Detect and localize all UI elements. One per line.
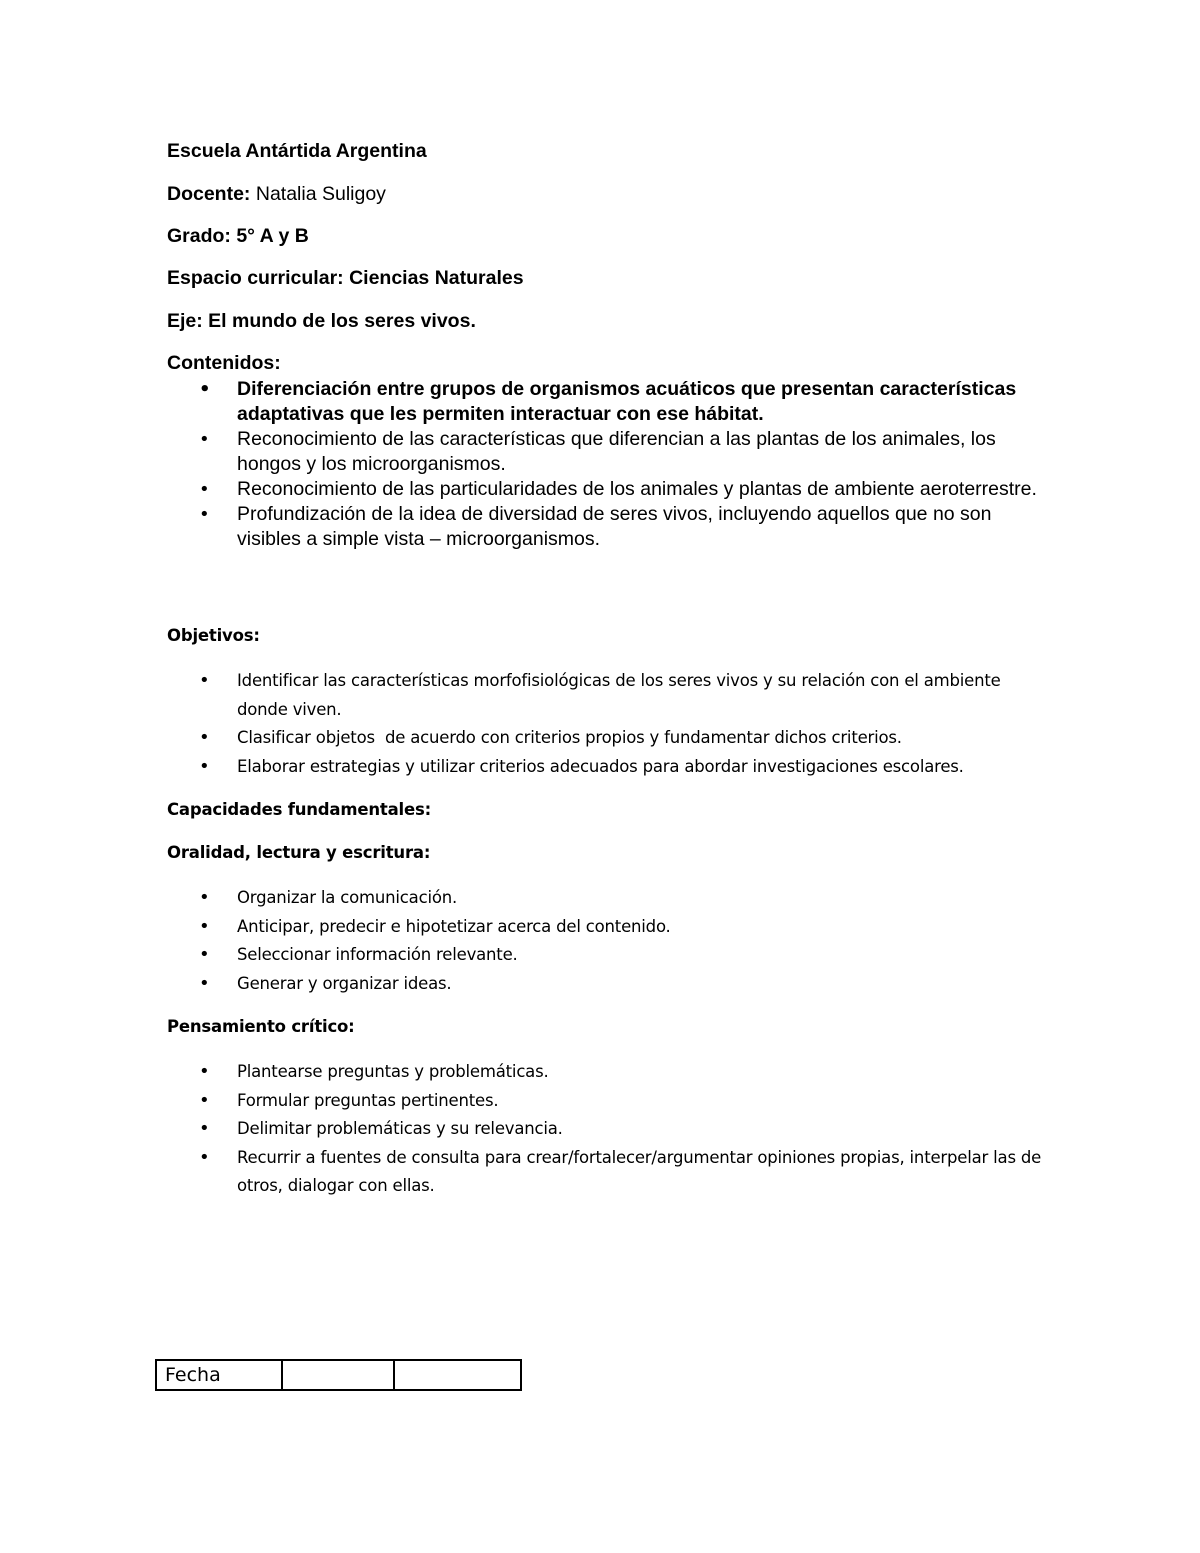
fecha-label-cell: Fecha bbox=[156, 1360, 282, 1390]
oralidad-title: Oralidad, lectura y escritura: bbox=[167, 843, 431, 862]
fecha-cell bbox=[282, 1360, 394, 1390]
objetivos-list bbox=[167, 667, 1047, 781]
list-item: • Organizar la comunicación. bbox=[167, 884, 1047, 913]
list-item: • Anticipar, predecir e hipotetizar acerca del contenido. bbox=[167, 913, 1047, 942]
school-name: Escuela Antártida Argentina bbox=[167, 140, 427, 162]
capacidades-title: Capacidades fundamentales: bbox=[167, 800, 431, 819]
contenidos-title: Contenidos: bbox=[167, 352, 281, 374]
list-item: • Elaborar estrategias y utilizar criterios adecuados para abordar investigaciones escolares. bbox=[167, 753, 1047, 782]
list-item: • Delimitar problemáticas y su relevancia. bbox=[167, 1115, 1047, 1144]
list-item: • Generar y organizar ideas. bbox=[167, 970, 1047, 999]
fecha-table bbox=[155, 1359, 522, 1391]
teacher-line bbox=[167, 183, 386, 206]
list-item: • Identificar las características morfofisiológicas de los seres vivos y su relación con el ambiente donde viven. bbox=[167, 667, 1047, 724]
list-item: • Recurrir a fuentes de consulta para crear/fortalecer/argumentar opiniones propias, interpelar las de otros, dialogar con ellas. bbox=[167, 1144, 1047, 1201]
list-item: • Profundización de la idea de diversidad de seres vivos, incluyendo aquellos que no son visibles a simple vista – microorganismos. bbox=[167, 502, 1047, 552]
oralidad-list bbox=[167, 884, 1047, 998]
list-item: • Seleccionar información relevante. bbox=[167, 941, 1047, 970]
pensamiento-list bbox=[167, 1058, 1047, 1201]
table-row bbox=[156, 1360, 521, 1390]
objetivos-title: Objetivos: bbox=[167, 626, 260, 645]
subject-line: Espacio curricular: Ciencias Naturales bbox=[167, 267, 524, 289]
list-item: • Diferenciación entre grupos de organismos acuáticos que presentan características adaptativas que les permiten interactuar con ese hábitat. bbox=[167, 377, 1047, 427]
grade-line: Grado: 5° A y B bbox=[167, 225, 309, 247]
axis-line: Eje: El mundo de los seres vivos. bbox=[167, 310, 476, 332]
list-item: • Reconocimiento de las particularidades de los animales y plantas de ambiente aeroterrestre. bbox=[167, 477, 1047, 502]
pensamiento-title: Pensamiento crítico: bbox=[167, 1017, 355, 1036]
list-item: • Plantearse preguntas y problemáticas. bbox=[167, 1058, 1047, 1087]
fecha-cell bbox=[394, 1360, 521, 1390]
list-item: • Reconocimiento de las características que diferencian a las plantas de los animales, los hongos y los microorganismos. bbox=[167, 427, 1047, 477]
contenidos-list bbox=[167, 377, 1047, 552]
teacher-name: Natalia Suligoy bbox=[255, 183, 386, 205]
list-item: • Clasificar objetos de acuerdo con criterios propios y fundamentar dichos criterios. bbox=[167, 724, 1047, 753]
teacher-label: Docente: bbox=[167, 183, 251, 205]
list-item: • Formular preguntas pertinentes. bbox=[167, 1087, 1047, 1116]
